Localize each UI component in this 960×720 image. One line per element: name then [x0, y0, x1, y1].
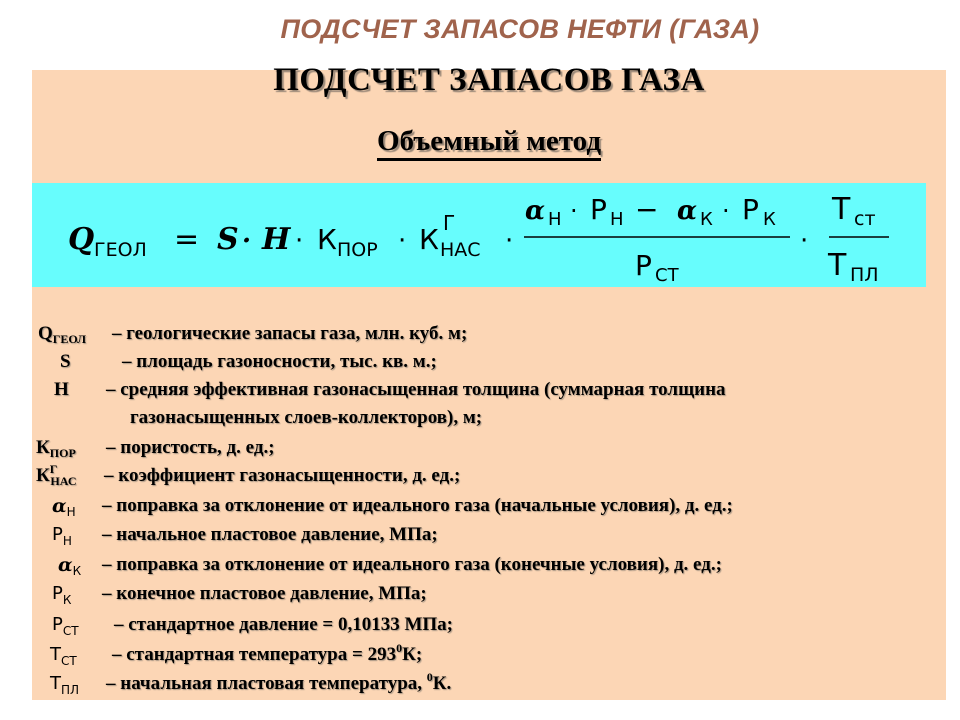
formula-dot-4: · — [505, 226, 514, 256]
formula-t-pl-sub: ПЛ — [850, 264, 879, 286]
formula-dot-2: · — [295, 226, 304, 256]
formula-t-st: Т — [832, 192, 851, 227]
formula-box — [32, 183, 926, 287]
legend-text: – коэффициент газонасыщенности, д. ед.; — [104, 465, 461, 486]
slide-content — [32, 62, 946, 700]
slide-subheading — [32, 125, 946, 158]
legend-text: – поправка за отклонение от идеального газа (начальные условия), д. ед.; — [102, 495, 733, 516]
legend-text: – средняя эффективная газонасыщенная толщина (суммарная толщина — [106, 379, 726, 400]
formula-q-sub: ГЕОЛ — [94, 239, 147, 261]
formula-dot-6: · — [722, 197, 730, 225]
formula-h: H — [262, 222, 291, 257]
formula-p-k: Р — [742, 193, 759, 226]
formula-t-st-sub: ст — [854, 208, 876, 230]
formula-t-pl: Т — [828, 248, 847, 283]
legend-text: – стандартное давление = 0,10133 МПа; — [114, 614, 453, 635]
legend-text: – конечное пластовое давление, МПа; — [102, 583, 427, 604]
formula-p-n: Р — [590, 193, 607, 226]
page-title: ПОДСЧЕТ ЗАПАСОВ НЕФТИ (ГАЗА) — [280, 14, 760, 44]
legend-symbol: $Р_Н$ — [52, 524, 72, 548]
legend-symbol: $К_{ПОР}$ — [36, 437, 76, 460]
formula-alpha-n: α — [525, 196, 546, 226]
formula-minus: − — [635, 193, 659, 226]
slide-heading: ПОДСЧЕТ ЗАПАСОВ ГАЗА — [273, 62, 705, 98]
formula-alpha-n-sub: Н — [548, 209, 562, 230]
legend-text: – поправка за отклонение от идеального газа (конечные условия), д. ед.; — [102, 554, 722, 575]
formula-p-k-sub: К — [763, 209, 776, 230]
formula-q: Q — [68, 222, 95, 257]
formula-k-por-sub: ПОР — [337, 239, 378, 261]
legend-symbol: $К^Г_{НАС}$ — [36, 462, 77, 488]
legend-text: – начальное пластовое давление, МПа; — [102, 524, 438, 545]
formula-k-nas-sub: НАС — [440, 239, 481, 261]
legend-symbol: S — [60, 351, 71, 372]
formula-dot-5: · — [570, 197, 578, 225]
legend-symbol: $Р_К$ — [52, 583, 72, 607]
formula-equals: = — [174, 222, 200, 257]
formula-dot-7: · — [800, 226, 809, 256]
gas-reserve-formula — [32, 183, 926, 287]
legend-symbol: $Т_{ПЛ}$ — [50, 673, 80, 697]
legend-symbol: $\alpha_Н$ — [52, 495, 76, 519]
formula-k-nas-sup: Г — [443, 211, 456, 235]
formula-alpha-k-sub: К — [700, 209, 713, 230]
subheading-text: Объемный метод — [377, 125, 601, 161]
legend-symbol: $\alpha_К$ — [58, 554, 82, 578]
formula-p-st: Р — [635, 249, 652, 282]
formula-k-nas: К — [419, 223, 439, 256]
formula-k-por: К — [317, 223, 337, 256]
legend-text: – начальная пластовая температура, $^0$К. — [106, 670, 452, 694]
legend-text: – пористость, д. ед.; — [106, 437, 275, 458]
legend-text: – геологические запасы газа, млн. куб. м; — [112, 323, 468, 344]
formula-p-st-sub: СТ — [655, 265, 679, 286]
formula-alpha-k: α — [677, 196, 698, 226]
legend-symbol: $Q_{ГЕОЛ}$ — [38, 323, 87, 346]
formula-dot-1: · — [242, 226, 252, 256]
legend-symbol: H — [54, 379, 69, 400]
legend-text: газонасыщенных слоев-коллекторов), м; — [130, 407, 483, 428]
formula-dot-3: · — [398, 226, 407, 256]
formula-s: S — [217, 222, 239, 257]
formula-p-n-sub: Н — [610, 209, 624, 230]
variable-legend — [32, 315, 946, 700]
legend-symbol: $Р_{СТ}$ — [52, 614, 79, 638]
legend-text: – стандартная температура = $293^0К$; — [112, 641, 423, 665]
legend-symbol: $Т_{СТ}$ — [50, 644, 77, 668]
legend-text: – площадь газоносности, тыс. кв. м.; — [122, 351, 437, 372]
